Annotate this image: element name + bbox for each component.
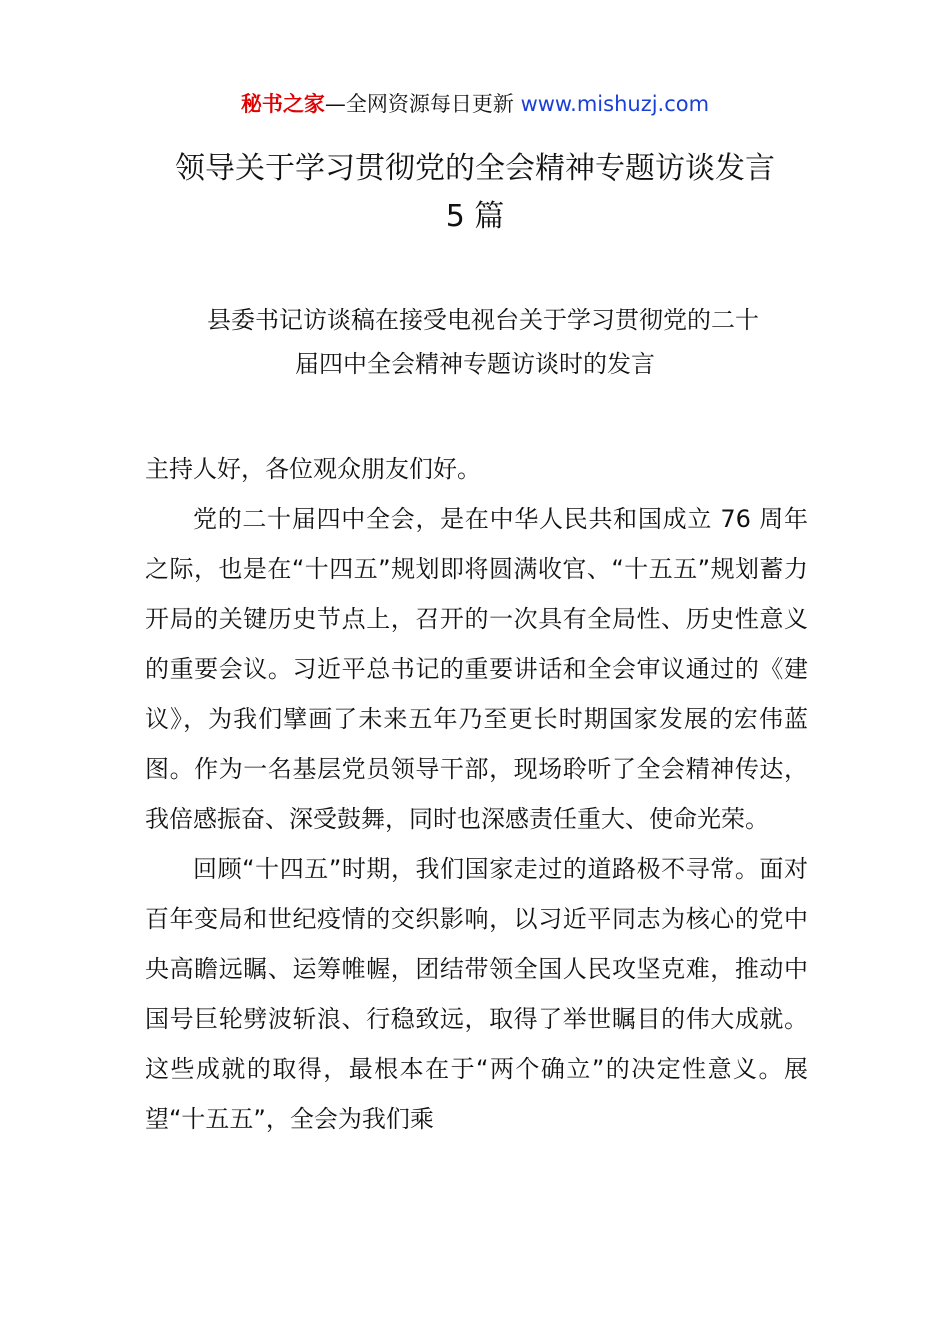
title-line-2: 5 篇 (445, 199, 505, 234)
title-line-1: 领导关于学习贯彻党的全会精神专题访谈发言 (175, 151, 775, 186)
subtitle-line-2: 届四中全会精神专题访谈时的发言 (295, 350, 655, 378)
greeting-paragraph: 主持人好，各位观众朋友们好。 (145, 455, 481, 483)
body-paragraph: 回顾“十四五”时期，我们国家走过的道路极不寻常。面对百年变局和世纪疫情的交织影响，以习近平同志为核心的党中央高瞻远瞩、运筹帷幄，团结带领全国人民攻坚克难，推动中国号巨轮劈波斩浪、行稳致远，取得了举世瞩目的伟大成就。这些成就的取得，最根本在于“两个确立”的决定性意义。展望“十五五”，全会为我们乘 (145, 855, 808, 1133)
document-body (145, 444, 808, 1144)
document-title (0, 145, 950, 241)
body-paragraph: 党的二十届四中全会，是在中华人民共和国成立 76 周年之际，也是在“十四五”规划即将圆满收官、“十五五”规划蓄力开局的关键历史节点上，召开的一次具有全局性、历史性意义的重要会议。习近平总书记的重要讲话和全会审议通过的《建议》，为我们擘画了未来五年乃至更长时期国家发展的宏伟蓝图。作为一名基层党员领导干部，现场聆听了全会精神传达，我倍感振奋、深受鼓舞，同时也深感责任重大、使命光荣。 (145, 505, 808, 833)
site-url-link[interactable]: www.mishuzj.com (520, 92, 710, 116)
header-tagline: —全网资源每日更新 (324, 92, 521, 116)
site-header (0, 88, 950, 120)
subtitle-line-1: 县委书记访谈稿在接受电视台关于学习贯彻党的二十 (207, 306, 759, 334)
brand-name: 秘书之家 (240, 92, 325, 116)
document-subtitle (145, 298, 805, 386)
